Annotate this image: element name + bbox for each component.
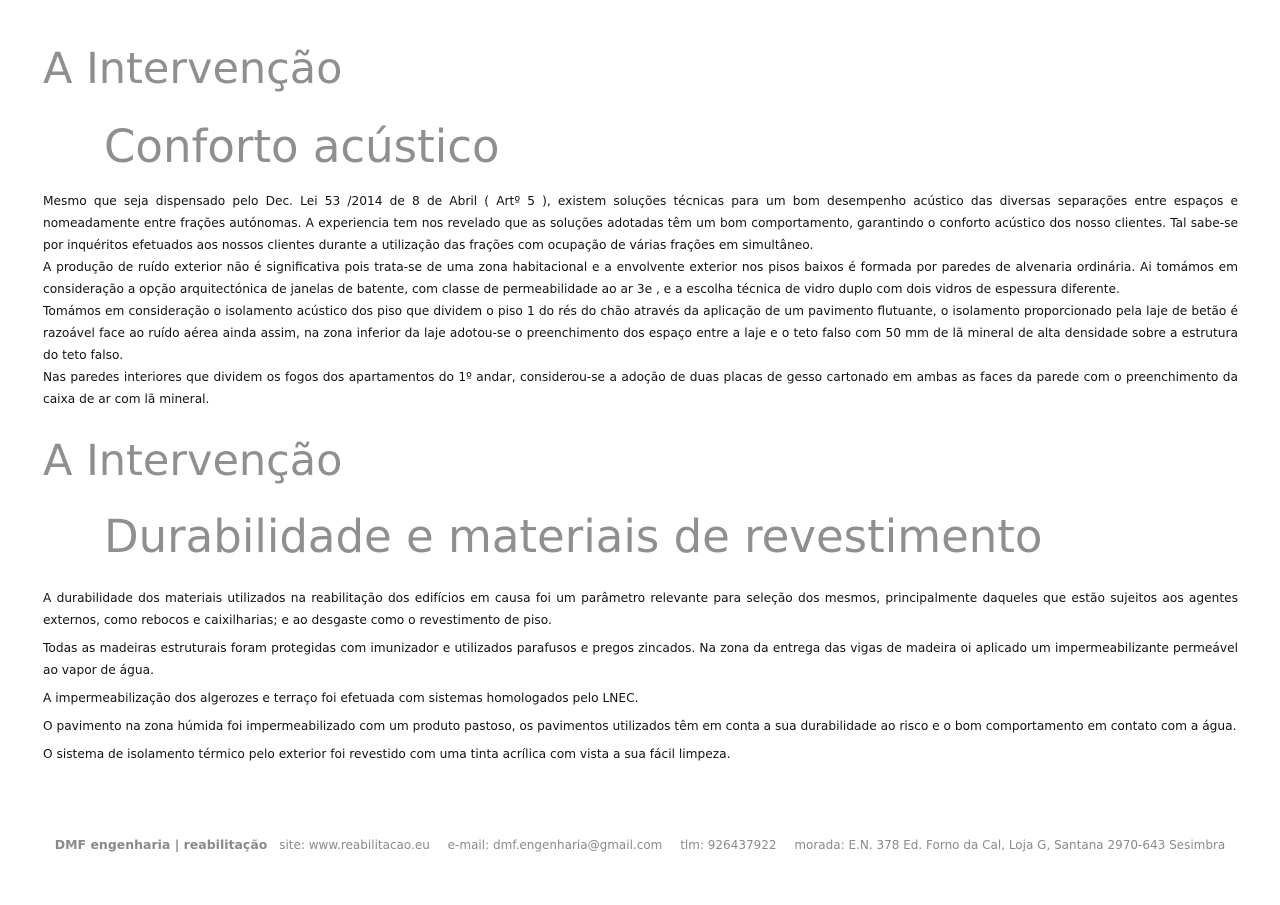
footer-site: site: www.reabilitacao.eu [279, 838, 430, 852]
section2-title: A Intervenção [43, 436, 343, 486]
section1-body [43, 190, 1238, 410]
section1-paragraph: Mesmo que seja dispensado pelo Dec. Lei 53 /2014 de 8 de Abril ( Artº 5 ), existem soluções técnicas para um bom desempenho acústico das diversas separações entre espaços e nomeadamente entre frações autónomas. A experiencia tem nos revelado que as soluções adotadas têm um bom comportamento, garantindo o conforto acústico dos nosso clientes. Tal sabe-se por inquéritos efetuados aos nossos clientes durante a utilização das frações com ocupação de várias frações em simultâneo. [43, 194, 1238, 252]
section2-paragraph: O sistema de isolamento térmico pelo exterior foi revestido com uma tinta acrílica com vista a sua fácil limpeza. [43, 747, 731, 761]
section2-paragraph: A impermeabilização dos algerozes e terraço foi efetuada com sistemas homologados pelo LNEC. [43, 691, 639, 705]
page-footer [0, 837, 1280, 852]
section1-paragraph: A produção de ruído exterior não é significativa pois trata-se de uma zona habitacional e a envolvente exterior nos pisos baixos é formada por paredes de alvenaria ordinária. Ai tomámos em consideração a opção arquitectónica de janelas de batente, com classe de permeabilidade ao ar 3e , e a escolha técnica de vidro duplo com dois vidros de espessura diferente. [43, 260, 1238, 296]
section1-subtitle: Conforto acústico [104, 120, 500, 173]
section2-body [43, 587, 1238, 771]
section1-title: A Intervenção [43, 44, 343, 94]
section2-paragraph: A durabilidade dos materiais utilizados na reabilitação dos edifícios em causa foi um parâmetro relevante para seleção dos mesmos, principalmente daqueles que estão sujeitos aos agentes externos, como rebocos e caixilharias; e ao desgaste como o revestimento de piso. [43, 591, 1238, 627]
section1-paragraph: Nas paredes interiores que dividem os fogos dos apartamentos do 1º andar, considerou-se a adoção de duas placas de gesso cartonado em ambas as faces da parede com o preenchimento da caixa de ar com lã mineral. [43, 370, 1238, 406]
section2-subtitle: Durabilidade e materiais de revestimento [104, 510, 1043, 563]
footer-phone: tlm: 926437922 [680, 838, 777, 852]
footer-email: e-mail: dmf.engenharia@gmail.com [447, 838, 663, 852]
section1-paragraph: Tomámos em consideração o isolamento acústico dos piso que dividem o piso 1 do rés do chão através da aplicação de um pavimento flutuante, o isolamento proporcionado pela laje de betão é razoável face ao ruído aérea ainda assim, na zona inferior da laje adotou-se o preenchimento dos espaço entre a laje e o teto falso com 50 mm de lã mineral de alta densidade sobre a estrutura do teto falso. [43, 304, 1238, 362]
section2-paragraph: O pavimento na zona húmida foi impermeabilizado com um produto pastoso, os pavimentos utilizados têm em conta a sua durabilidade ao risco e o bom comportamento em contato com a água. [43, 719, 1237, 733]
footer-address: morada: E.N. 378 Ed. Forno da Cal, Loja G, Santana 2970-643 Sesimbra [794, 838, 1226, 852]
footer-brand: DMF engenharia | reabilitação [54, 837, 268, 852]
section2-paragraph: Todas as madeiras estruturais foram protegidas com imunizador e utilizados parafusos e pregos zincados. Na zona da entrega das vigas de madeira oi aplicado um impermeabilizante permeável ao vapor de água. [43, 641, 1238, 677]
